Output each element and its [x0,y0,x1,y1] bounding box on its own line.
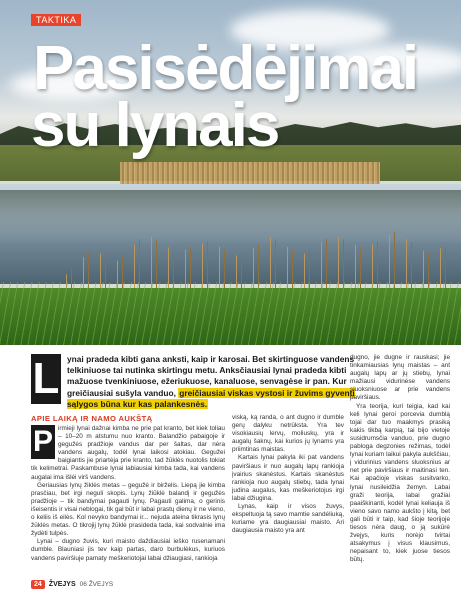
lead-text-highlight: greičiausiai viskas vystosi ir žuvims gyventi sąlygos būna kur kas palankesnės. [67,387,355,409]
water-reflection [0,190,461,240]
col2-paragraph-1: viską, ką randa, o ant dugno ir dumble gerų dalyku netrūksta. Yra tev visokiausių lervų, moliuskų, yra ir augalų šaknų, kai kurios jų lynams yra priimtinas maistas. [232,414,344,454]
lead-dropcap: L [32,354,60,403]
lead-text [67,354,367,410]
section-tag: TAKTIKA [31,14,81,26]
lead-text-plain: ynai pradeda kibti gana anksti, kaip ir karosai. Bet skirtinguose vandens telkiniuose tai nutinka skirtingu metu. Anksčiausiai lynai pradeda kibti mažuose tvenkiniuose, ežeriukuose, kanaluose, senvagėse ir pan. Kur greičiausiai sušyla vanduo, [67,354,355,398]
page-footer [31,580,113,589]
column-1 [31,425,225,585]
col3-paragraph-1: dugno, jie dugne ir rauskasi; jie tinkamiausias lynų maistas – ant augalų lapų ar jų stiebų, lynai mažiausi vidurinėse vandens sluoksniuose ar prie vandens paviršiaus. [350,354,450,402]
magazine-name: ŽVEJYS [48,581,76,588]
column-2 [232,414,344,586]
subheading: APIE LAIKĄ IR NAMO AUKŠTĄ [31,414,153,423]
col3-paragraph-2: Yra teorija, kuri teigia, kad kai keli lynai geroi porcevia dumblą tojai dar tuo maakmys prasiką kakis tikbą karpią, tai bijo vietoje susidrumsčia vanduo, prie dugno pabloga degzonies režimas, todėl lynai kuriam laikui pakyla aukščiau, į vidurinius vandens sluoksnius ar net prie paviršiaus ir maitinasi ten. Kai apačioje viskas susitvarko, lynai nusileidžia žemyn. Labai graži teorija, labai gražiai paaiškinanti, kodėl lynai keliauja iš vieno savo namo aukšto į kitą, bet gali būti ir taip, kad šioje teorijoje tiesos nėra daug, o ją sukūrė žvejys, kuris norėjo tvirtai atsakymus į visus klausimus, nepaisant to, kiek juose tiesos būtų. [350,402,450,564]
col1-paragraph-1: irmieji lynai dažnai kimba ne prie pat kranto, bet kiek toliau – 10–20 m atstumu nuo kranto. Balandžio pabaigoje ir gegužės pradžioje vandus dar per šaltas, dar nėra vandens augalų, todėl lynai laikosi atokiau. Gegužei baigiantis jie priartėja prie kranto, tad žūklės nuotolis tokiat tik kelimetrai. Paskambuse lynai labiausiai kimba tada, kai vandens augalai ima išlėi virš vandens. [31,425,225,481]
col2-paragraph-3: Lynas, kaip ir visos žuvys, ekspeltuoja tą savo mamtie sandėliuką, kuriame yra daugiausiai maisto. Ari daugiausia maisto yra ant [232,503,344,535]
issue-label: 06 ŽVEJYS [79,581,114,588]
grass-texture [0,282,461,345]
col1-paragraph-3: Lynai – dugno žuvis, kuri maisto daždiausiai ieško rusenamani dumble. Blauniasi jis tev kaip partas, daro burbulėkus, kuriuos vandens paviršiuje pamaty meškeriotojai labai džiaugiasi, rankioja [31,538,225,562]
page-number: 24 [31,580,45,589]
title-line-2: su lynais [31,91,279,160]
body-dropcap: P [32,425,53,458]
reed-band [120,162,380,186]
column-3 [350,354,450,586]
col2-paragraph-2: Kartais lynai pakyla iki pat vandens paviršiaus ir nuo augalų lapų rankioja įvairius skanėstus. Kartais skanėstus rankioja nuo augalų stiebų, tada lynai judina augalus, kas meškeriotojus irgi labai džiugina. [232,454,344,502]
title-line-1: Pasisėdėjimai [33,34,418,103]
col1-paragraph-2: Geriausias lynų žiklės metas – gegužė ir birželis. Liepą jie kimba prasčiau, bet irgi neguli skopis. Lynų žiūklė balandį ir gegužės pradžioje – tik bandymai pagauti lynų. Pagauti galima, o gerinis išeisentis ir visai neblogai, tik gal būt ir labai prastų dienų ir ne vieno, o keliis iš eilės. Kol nevyko bandymai ir... nejuda ateina tikrasis lynų žūklės metas. O tikrojij lynų žūklė prasideda tada, kai sodvalnie ima žydėti tulpės. [31,481,225,538]
lead-paragraph [31,354,355,412]
